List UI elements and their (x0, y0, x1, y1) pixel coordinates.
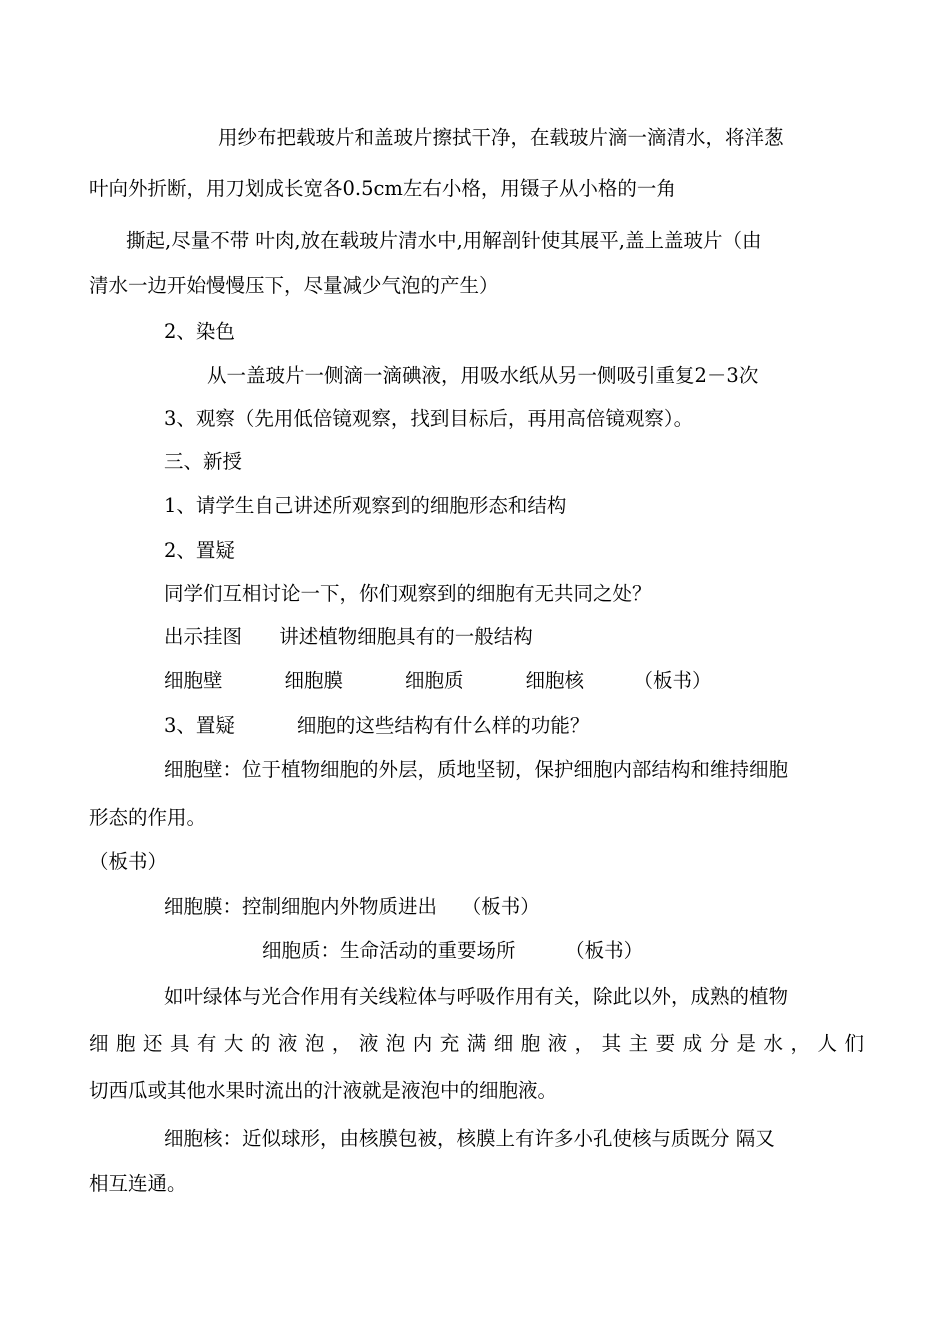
paragraph-line: 1、请学生自己讲述所观察到的细胞形态和结构 (164, 494, 567, 517)
paragraph-line: 细胞核：近似球形，由核膜包被，核膜上有许多小孔使核与质既分 隔又 (164, 1127, 775, 1150)
paragraph-line: 细胞膜：控制细胞内外物质进出 （板书） (164, 895, 540, 918)
paragraph-line: 用纱布把载玻片和盖玻片擦拭干净，在载玻片滴一滴清水，将洋葱 (218, 126, 784, 149)
paragraph-line: 细胞还具有大的液泡，液泡内充满细胞液，其主要成分是水，人们 (89, 1032, 864, 1055)
paragraph-line: 从一盖玻片一侧滴一滴碘液，用吸水纸从另一侧吸引重复2－3次 (207, 364, 759, 387)
section-heading: 三、新授 (164, 450, 243, 473)
paragraph-line: 细胞壁 细胞膜 细胞质 细胞核 （板书） (164, 669, 712, 692)
section-heading: 3、观察（先用低倍镜观察，找到目标后，再用高倍镜观察）。 (164, 407, 694, 430)
paragraph-line: 如叶绿体与光合作用有关线粒体与呼吸作用有关，除此以外，成熟的植物 (164, 985, 789, 1008)
paragraph-line: 细胞质：生命活动的重要场所 （板书） (262, 939, 644, 962)
paragraph-line: 出示挂图 讲述植物细胞具有的一般结构 (164, 625, 533, 648)
paragraph-line: 细胞壁：位于植物细胞的外层，质地坚韧，保护细胞内部结构和维持细胞 (164, 758, 789, 781)
paragraph-line: 清水一边开始慢慢压下，尽量减少气泡的产生） (89, 274, 499, 297)
paragraph-line: 同学们互相讨论一下，你们观察到的细胞有无共同之处？ (164, 582, 652, 605)
section-heading: 2、染色 (164, 320, 235, 343)
paragraph-line: 相互连通。 (89, 1172, 187, 1195)
paragraph-line: 切西瓜或其他水果时流出的汁液就是液泡中的细胞液。 (89, 1079, 558, 1102)
paragraph-line: 叶向外折断，用刀划成长宽各0.5cm左右小格，用镊子从小格的一角 (89, 177, 676, 200)
paragraph-line: 3、置疑 细胞的这些结构有什么样的功能？ (164, 714, 590, 737)
paragraph-line: 形态的作用。 (89, 806, 207, 829)
paragraph-line: （板书） (89, 850, 168, 873)
paragraph-line: 撕起,尽量不带 叶肉,放在载玻片清水中,用解剖针使其展平,盖上盖玻片（由 (126, 229, 762, 252)
section-heading: 2、置疑 (164, 539, 235, 562)
